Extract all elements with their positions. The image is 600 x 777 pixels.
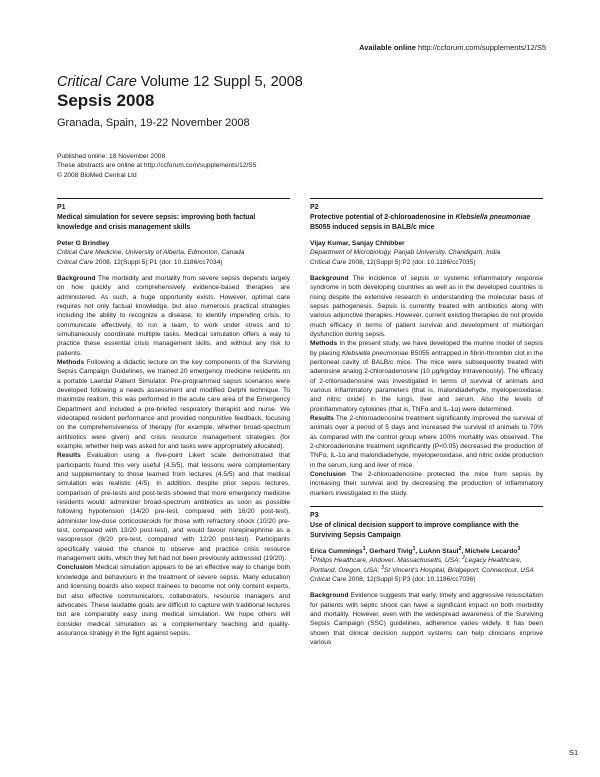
- section-rule: [310, 198, 543, 199]
- results-paragraph: [310, 414, 543, 470]
- citation-ref: 2008, 12(Suppl 5):P2 (doi: 10.1186/cc7035): [346, 258, 476, 266]
- affil-text: Legacy Healthcare, Portland, Oregon, USA;: [310, 557, 522, 574]
- author-name: Gerhard Tivig: [369, 548, 413, 556]
- citation-journal: Critical Care: [310, 258, 347, 266]
- abstract-affiliation: Critical Care Medicine, University of Alberta, Edmonton, Canada: [57, 249, 245, 257]
- conclusion-paragraph: [57, 563, 290, 638]
- conclusion-label: Conclusion: [310, 471, 346, 479]
- title-part: Protective potential of 2-chloroadenosine in: [310, 214, 456, 222]
- affil-sup: 3: [381, 564, 384, 571]
- meeting-venue: Granada, Spain, 19-22 November 2008: [57, 117, 250, 129]
- pub-line: Published online: 18 November 2008: [57, 153, 166, 160]
- affil-sup: 2: [462, 555, 465, 562]
- available-online-label: Available online: [359, 43, 416, 52]
- abstract-title: [310, 213, 543, 232]
- supplement-title: Sepsis 2008: [57, 91, 155, 110]
- abstract-affiliation: [310, 556, 543, 575]
- right-column: [310, 198, 543, 647]
- section-gap: [310, 498, 543, 506]
- abstract-title: Medical simulation for severe sepsis: improving both factual knowledge and crisis management skills: [57, 214, 256, 231]
- page-number: S1: [569, 748, 579, 757]
- abstract-citation: [310, 258, 543, 267]
- author-sup: 1: [412, 545, 416, 552]
- background-text: The morbidity and mortality from severe sepsis depends largely on how quickly and comprehensively evidence-based therapies are administered. As such, a huge opportunity exists. However, optimal care requires not only factual knowledge, but also numerous practical strategies including the ability to recognize a disease, to identify impending crisis, to communicate effectively, to run a team, to work under stress and to simultaneously coordinate multiple tasks. Medical simulation offers a way to practice these essential crisis management skills, and without any risk to patients.: [57, 274, 290, 357]
- publication-info: [57, 152, 256, 180]
- methods-label: Methods: [57, 358, 85, 366]
- background-paragraph: [57, 274, 290, 358]
- pub-line: © 2008 BioMed Central Ltd: [57, 171, 137, 179]
- abstract-citation: [57, 258, 290, 267]
- title-organism: Klebsiella pneumoniae: [455, 214, 531, 222]
- affil-sup: 1: [310, 555, 313, 562]
- section-rule: [57, 198, 290, 199]
- background-text: The incidence of sepsis or systemic inflammatory response syndrome in both developing countries as well as in the developed countries is rising despite the extensive research in understanding the molecular basis of sepsis pathogenesis. Sepsis is currently treated with antibiotics along with various adjunctive therapies. However, current existing therapies do not provide much efficacy in terms of patient survival and development of multiorgan dysfunction during sepsis.: [310, 274, 544, 338]
- background-label: Background: [310, 592, 349, 600]
- results-label: Results: [310, 414, 334, 422]
- title-part: B5055 induced sepsis in BALB/c mice: [310, 223, 435, 231]
- author-sup: 3: [517, 545, 521, 552]
- journal-name: Critical Care: [57, 74, 137, 90]
- background-text: Evidence suggests that early, timely and aggressive resuscitation for patients with septic shock can have a significant impact on both morbidity and mortality. However, even with the widespread awareness of the Surviving Sepsis Campaign (SSC) guidelines, adherence varies widely. It has been shown that clinical decision support systems can help clinicians improve various: [310, 592, 543, 646]
- citation-ref: 2008, 12(Suppl 5):P1 (doi: 10.1186/cc7034): [93, 258, 223, 266]
- abstract-id: P2: [310, 204, 319, 211]
- abstract-authors: Erica Cummings$^1$, Gerhard Tivig$^1$, LuAnn Staul$^2$, Michele Lecardo$^3$: [310, 545, 521, 556]
- left-column: [57, 198, 290, 638]
- supplement-url[interactable]: http://ccforum.com/supplements/12/S5: [418, 43, 546, 52]
- citation-ref: 2008, 12(Suppl 5):P3 (doi: 10.1186/cc7036): [346, 575, 476, 583]
- journal-issue: Volume 12 Suppl 5, 2008: [136, 74, 303, 90]
- methods-paragraph: [310, 339, 543, 414]
- author-sup: 1: [362, 545, 366, 552]
- methods-text: B5055 entrapped in fibrin-thrombin clot in the peritoneal cavity of BALB/c mice. The mice were subsequently treated with adenosine analog 2-chloroadenosine (10 μg/kg/day intravenously). The efficacy of 2-chloroadenosine was investigated in terms of survival of animals and various inflammatory parameters (that is, malondiadehyde, myeloperoxidase, and nitric oxide) in the lungs, liver and serum. Also the levels of proinflammatory cytokines (that is, TNFα and IL-1α) were determined.: [310, 349, 544, 413]
- abstract-citation: [310, 575, 543, 584]
- author-name: LuAnn Staul: [419, 548, 459, 556]
- section-rule: [310, 506, 543, 507]
- methods-organism: Klebsiella pneumoniae: [341, 349, 409, 357]
- abstract-id: P1: [57, 204, 66, 211]
- background-paragraph: [310, 274, 543, 339]
- author-name: Erica Cummings: [310, 548, 363, 556]
- citation-journal: Critical Care: [310, 575, 347, 583]
- affil-text: Philips Healthcare, Andover, Massachusetts, USA;: [312, 557, 463, 565]
- methods-paragraph: [57, 358, 290, 451]
- affil-text: St Vincent's Hospital, Bridgeport, Connecticut, USA: [383, 566, 534, 574]
- results-label: Results: [57, 452, 81, 460]
- methods-text: Following a didactic lecture on the key components of the Surviving Sepsis Campaign Guidelines, we trained 20 emergency medicine residents on a portable Laerdal Patient Simulator. Pre-programmed sepsis scenarios were developed following a needs assessment and modified Delphi technique. To maximize realism, this was performed in the acute care area of the Emergency Department and included a pre-briefed respiratory therapist and nurse. We videotaped resident performance and provided nonpunitive feedback, focusing on the comprehensiveness of therapy (for example, whether broad-spectrum antibiotics were given) and crisis resource management strategies (for example, whether help was asked for and tasks were appropriately allocated).: [57, 358, 290, 451]
- abstract-id: P3: [310, 512, 319, 520]
- methods-label: Methods: [310, 340, 338, 348]
- citation-journal: Critical Care: [57, 258, 94, 266]
- abstract-title: Use of clinical decision support to improve compliance with the Surviving Sepsis Campaign: [310, 522, 519, 539]
- available-online-line: [359, 43, 546, 52]
- results-text: Evaluation using a five-point Likert scale demonstrated that participants found this very useful (4.5/5), that lessons were complementary and supplementary to those learned from lectures (4.5/5) and that medical simulation was realistic (4/5). In addition, despite prior sepsis lectures, comparison of pre-tests and post-tests showed that more emergency medicine residents would: administer broad-spectrum antibiotics as soon as possible following hypotension (14/20 pre-test, compared with 16/20 post-test), administer low-dose corticosteroids for those with refractory shock (10/20 pre-test, compared with 13/20 post-test), and would favour norepinephrine as a vasopressor (8/20 pre-test, compared with 12/20 post-test). Participants specifically valued the chance to observe and practice crisis resource management skills, which they felt had not been previously addressed (19/20).: [57, 452, 290, 563]
- pub-line: These abstracts are online at http://ccforum.com/supplements/12/S5: [57, 162, 257, 170]
- results-paragraph: [57, 451, 290, 563]
- background-paragraph: [310, 591, 543, 647]
- conclusion-paragraph: [310, 470, 543, 498]
- conclusion-text: The 2-chloroadenosine protected the mice from sepsis by increasing their survival and by decreasing the production of inflammatory markers investigated in the study.: [310, 471, 543, 497]
- journal-title: [57, 75, 303, 90]
- author-name: Michele Lecardo: [465, 548, 518, 556]
- results-text: The 2-chloroadenosine treatment significantly improved the survival of animals over a period of 5 days and increased the survival of animals to 70% as compared with the control group where 100% mortality was observed. The 2-chloroadenosine treatment significantly (P<0.05) decreased the production of TNFα, IL-1α and malondiadehyde, myeloperoxidase, and nitric oxide production in the serum, lung and liver of mice.: [310, 414, 544, 469]
- conclusion-text: Medical simulation appears to be an effective way to change both knowledge and behaviours in the treatment of severe sepsis. Many education and licensing boards also expect trainees to become not only content experts, but also effective communicators, collaborators, resource managers and advocates. These laudable goals are difficult to capture with traditional lectures but are comparably easy using medical simulation. We hope others will consider medical simulation as a complementary teaching and quality-assurance strategy in the fight against sepsis.: [57, 564, 290, 637]
- abstract-authors: Vijay Kumar, Sanjay Chhibber: [310, 239, 405, 247]
- author-sup: 2: [458, 545, 462, 552]
- abstract-affiliation: Department of Microbiology, Panjab University, Chandigarh, India: [310, 249, 501, 257]
- methods-text: In the present study, we have developed the murine model of sepsis by placing: [310, 340, 543, 357]
- background-label: Background: [57, 274, 96, 282]
- background-label: Background: [310, 274, 349, 282]
- abstract-authors: Peter G Brindley: [57, 239, 110, 247]
- conclusion-label: Conclusion: [57, 564, 93, 572]
